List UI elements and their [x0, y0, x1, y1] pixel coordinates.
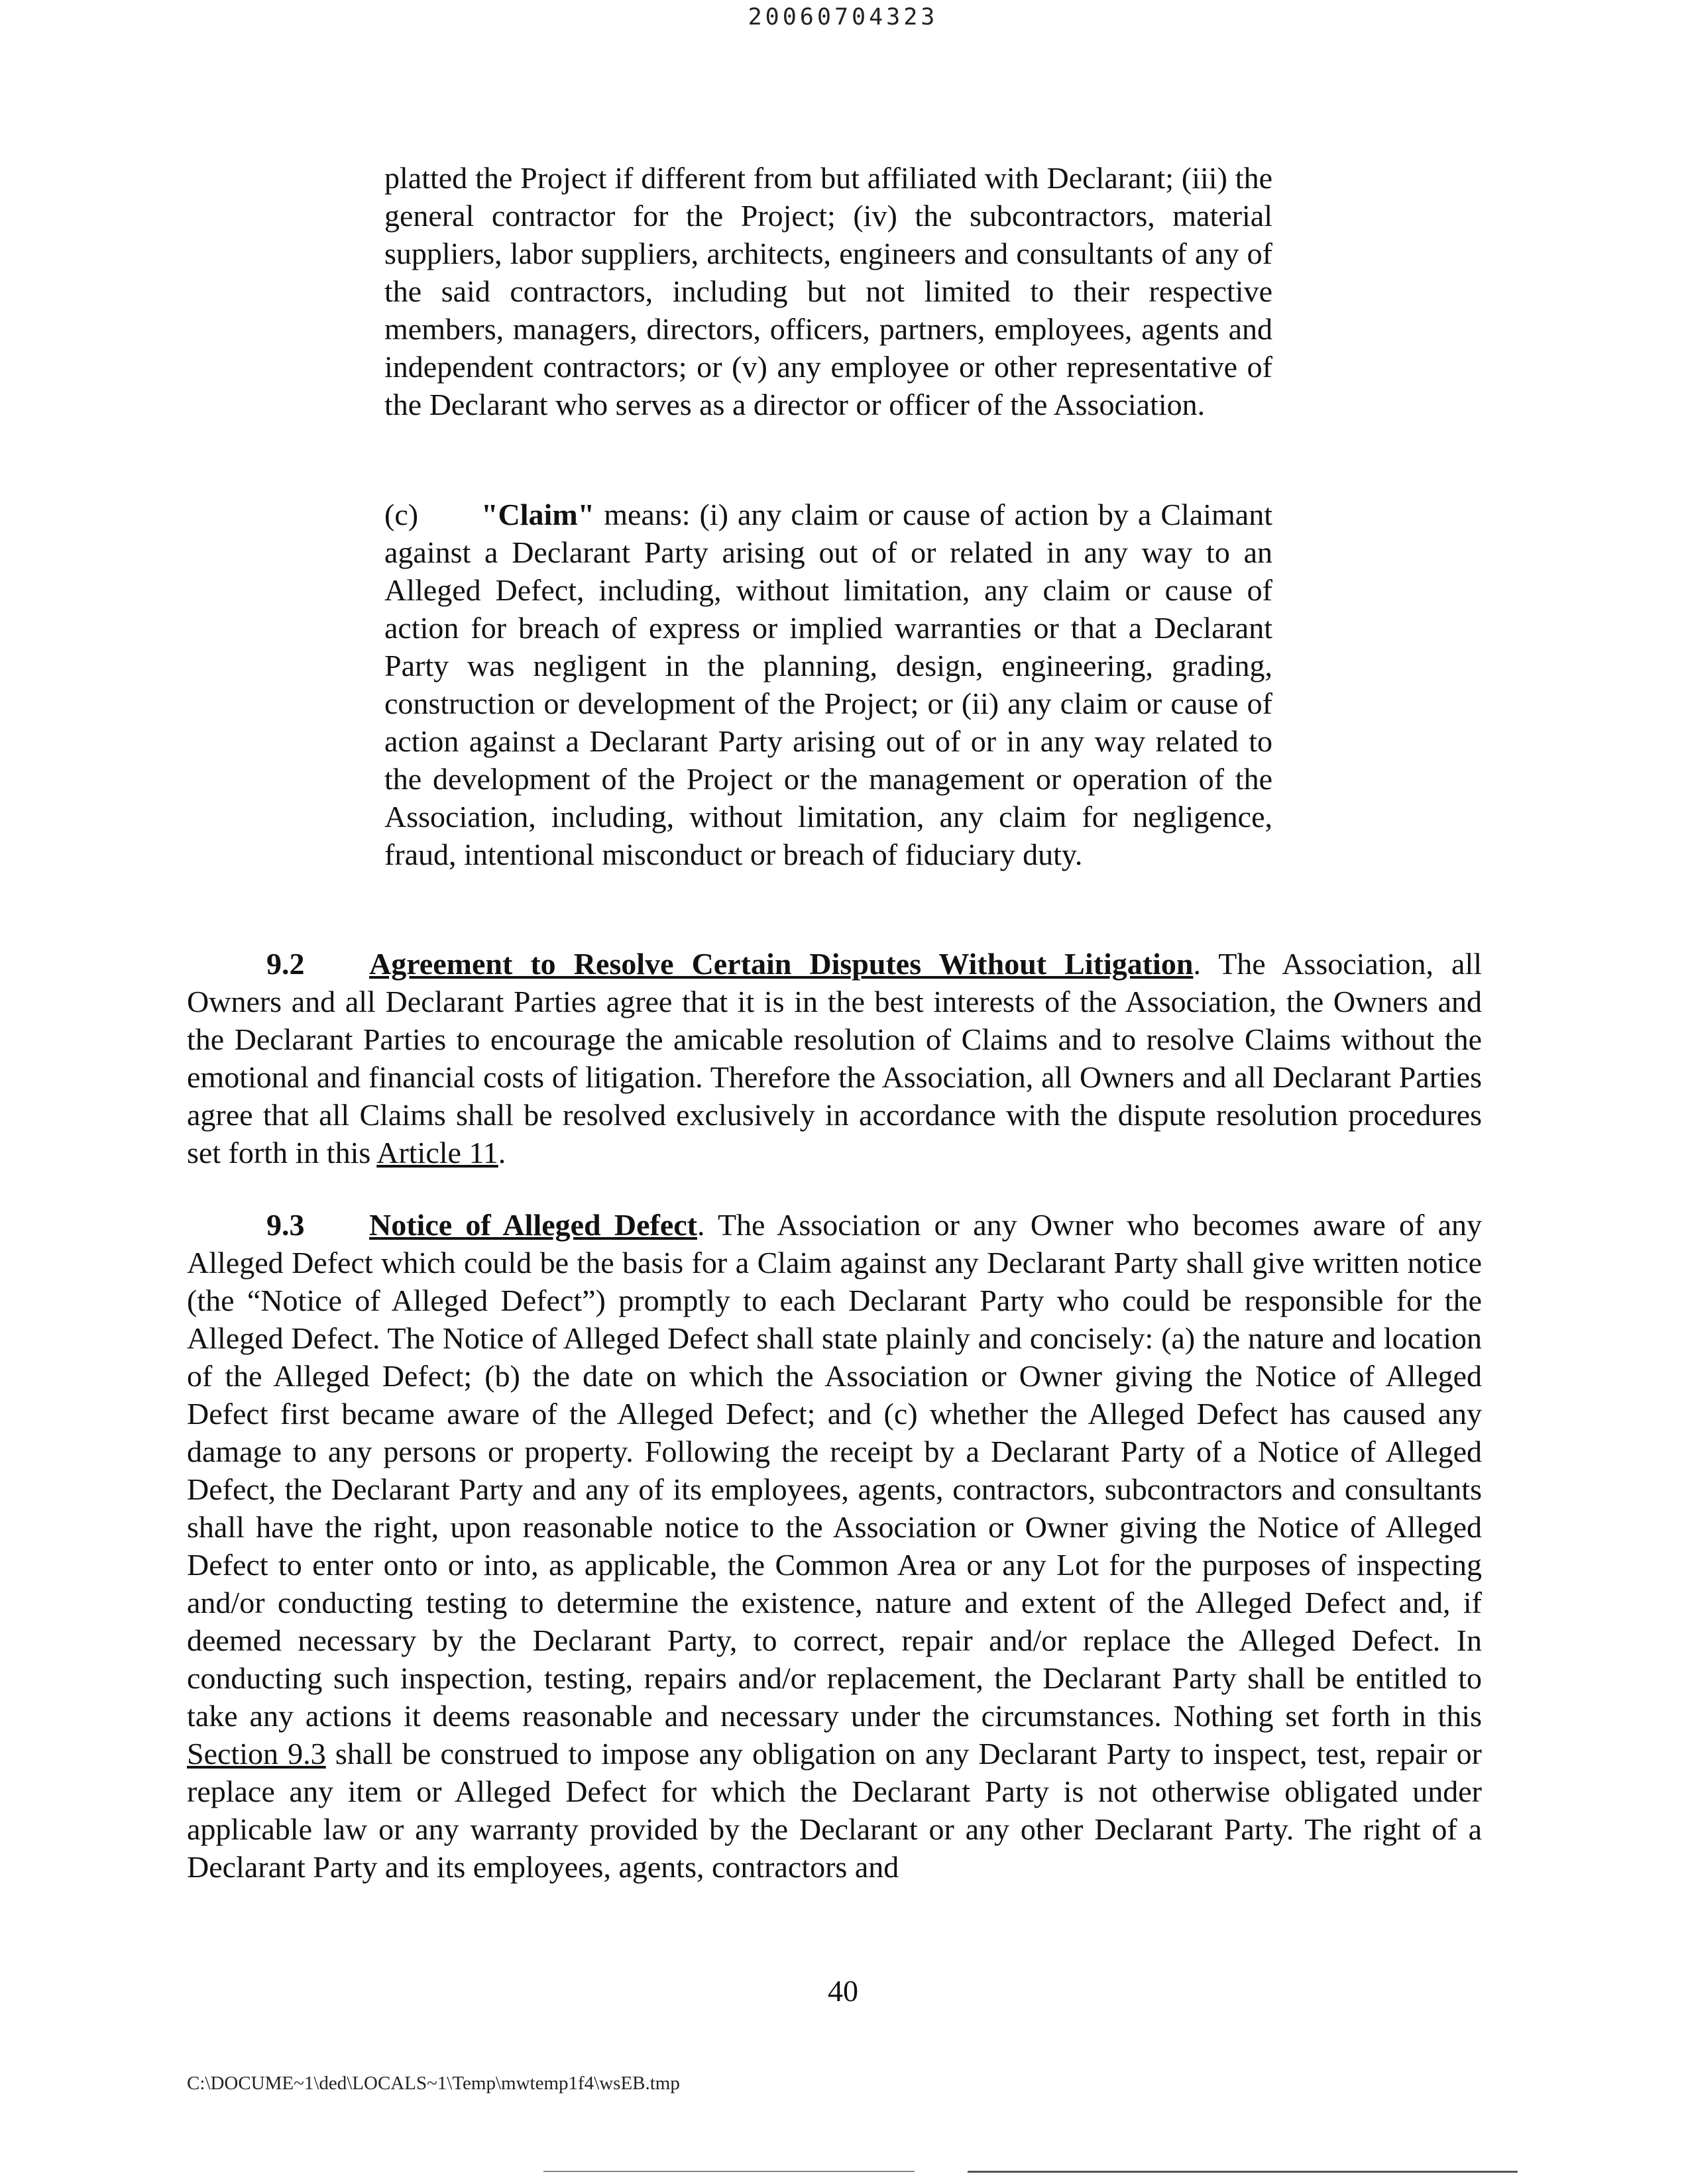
paragraph-text: platted the Project if different from but affiliated with Declarant; (iii) the general contractor for the Project; (iv) the subcontractors, material suppliers, labor suppliers, architects, engineers and consultants of any of the said contractors, including but not limited to their respective members, managers, directors, officers, partners, employees, agents and independent contractors; or (v) any employee or other representative of the Declarant who serves as a director or officer of the Association.: [384, 161, 1272, 421]
section-title: Agreement to Resolve Certain Disputes Without Litigation: [369, 947, 1194, 981]
scan-artifact-line: [543, 2171, 915, 2172]
document-number: 20060704323: [748, 4, 938, 30]
defined-term: "Claim": [481, 498, 595, 531]
section-body-continued: shall be construed to impose any obligation on any Declarant Party to inspect, test, repair or replace any item or Alleged Defect for which the Declarant Party is not otherwise obligated under applicable law or any warranty provided by the Declarant or any other Declarant Party. The right of a Declarant Party and its employees, agents, contractors and: [187, 1737, 1482, 1884]
claim-definition-paragraph: [384, 496, 1272, 873]
definition-paragraph-continued: [384, 159, 1272, 423]
section-9-3: [187, 1206, 1482, 1886]
page-number: 40: [828, 1974, 858, 2008]
scan-artifact-line: [968, 2171, 1518, 2173]
section-body: The Association or any Owner who becomes aware of any Alleged Defect which could be the basis for a Claim against any Declarant Party shall give written notice (the “Notice of Alleged Defect”) promptly to each Declarant Party who could be responsible for the Alleged Defect. The Notice of Alleged Defect shall state plainly and concisely: (a) the nature and location of the Alleged Defect; (b) the date on which the Association or Owner giving the Notice of Alleged Defect first became aware of the Alleged Defect; and (c) whether the Alleged Defect has caused any damage to any persons or property. Following the receipt by a Declarant Party of a Notice of Alleged Defect, the Declarant Party and any of its employees, agents, contractors, subcontractors and consultants shall have the right, upon reasonable notice to the Association or Owner giving the Notice of Alleged Defect to enter onto or into, as applicable, the Common Area or any Lot for the purposes of inspecting and/or conducting testing to determine the existence, nature and extent of the Alleged Defect and, if deemed necessary by the Declarant Party, to correct, repair and/or replace the Alleged Defect. In conducting such inspection, testing, repairs and/or replacement, the Declarant Party shall be entitled to take any actions it deems reasonable and necessary under the circumstances. Nothing set forth in this: [187, 1208, 1482, 1733]
cross-reference: Section 9.3: [187, 1737, 326, 1771]
section-title-period: .: [697, 1208, 705, 1242]
subsection-label: (c): [384, 498, 419, 531]
section-9-2: [187, 945, 1482, 1172]
cross-reference: Article 11: [376, 1136, 498, 1170]
paragraph-text: means: (i) any claim or cause of action by a Claimant against a Declarant Party arising out of or related in any way to an Alleged Defect, including, without limitation, any claim or cause of action for breach of express or implied warranties or that a Declarant Party was negligent in the planning, design, engineering, grading, construction or development of the Project; or (ii) any claim or cause of action against a Declarant Party arising out of or in any way related to the development of the Project or the management or operation of the Association, including, without limitation, any claim for negligence, fraud, intentional misconduct or breach of fiduciary duty.: [384, 498, 1272, 871]
section-body-end: .: [498, 1136, 506, 1170]
section-body: The Association, all Owners and all Declarant Parties agree that it is in the best interests of the Association, the Owners and the Declarant Parties to encourage the amicable resolution of Claims and to resolve Claims without the emotional and financial costs of litigation. Therefore the Association, all Owners and all Declarant Parties agree that all Claims shall be resolved exclusively in accordance with the dispute resolution procedures set forth in this: [187, 947, 1483, 1170]
section-title-period: .: [1193, 947, 1201, 981]
section-title: Notice of Alleged Defect: [369, 1208, 698, 1242]
section-number: 9.3: [266, 1208, 305, 1242]
section-number: 9.2: [266, 947, 305, 981]
file-path: C:\DOCUME~1\ded\LOCALS~1\Temp\mwtemp1f4\wsEB.tmp: [187, 2073, 680, 2094]
